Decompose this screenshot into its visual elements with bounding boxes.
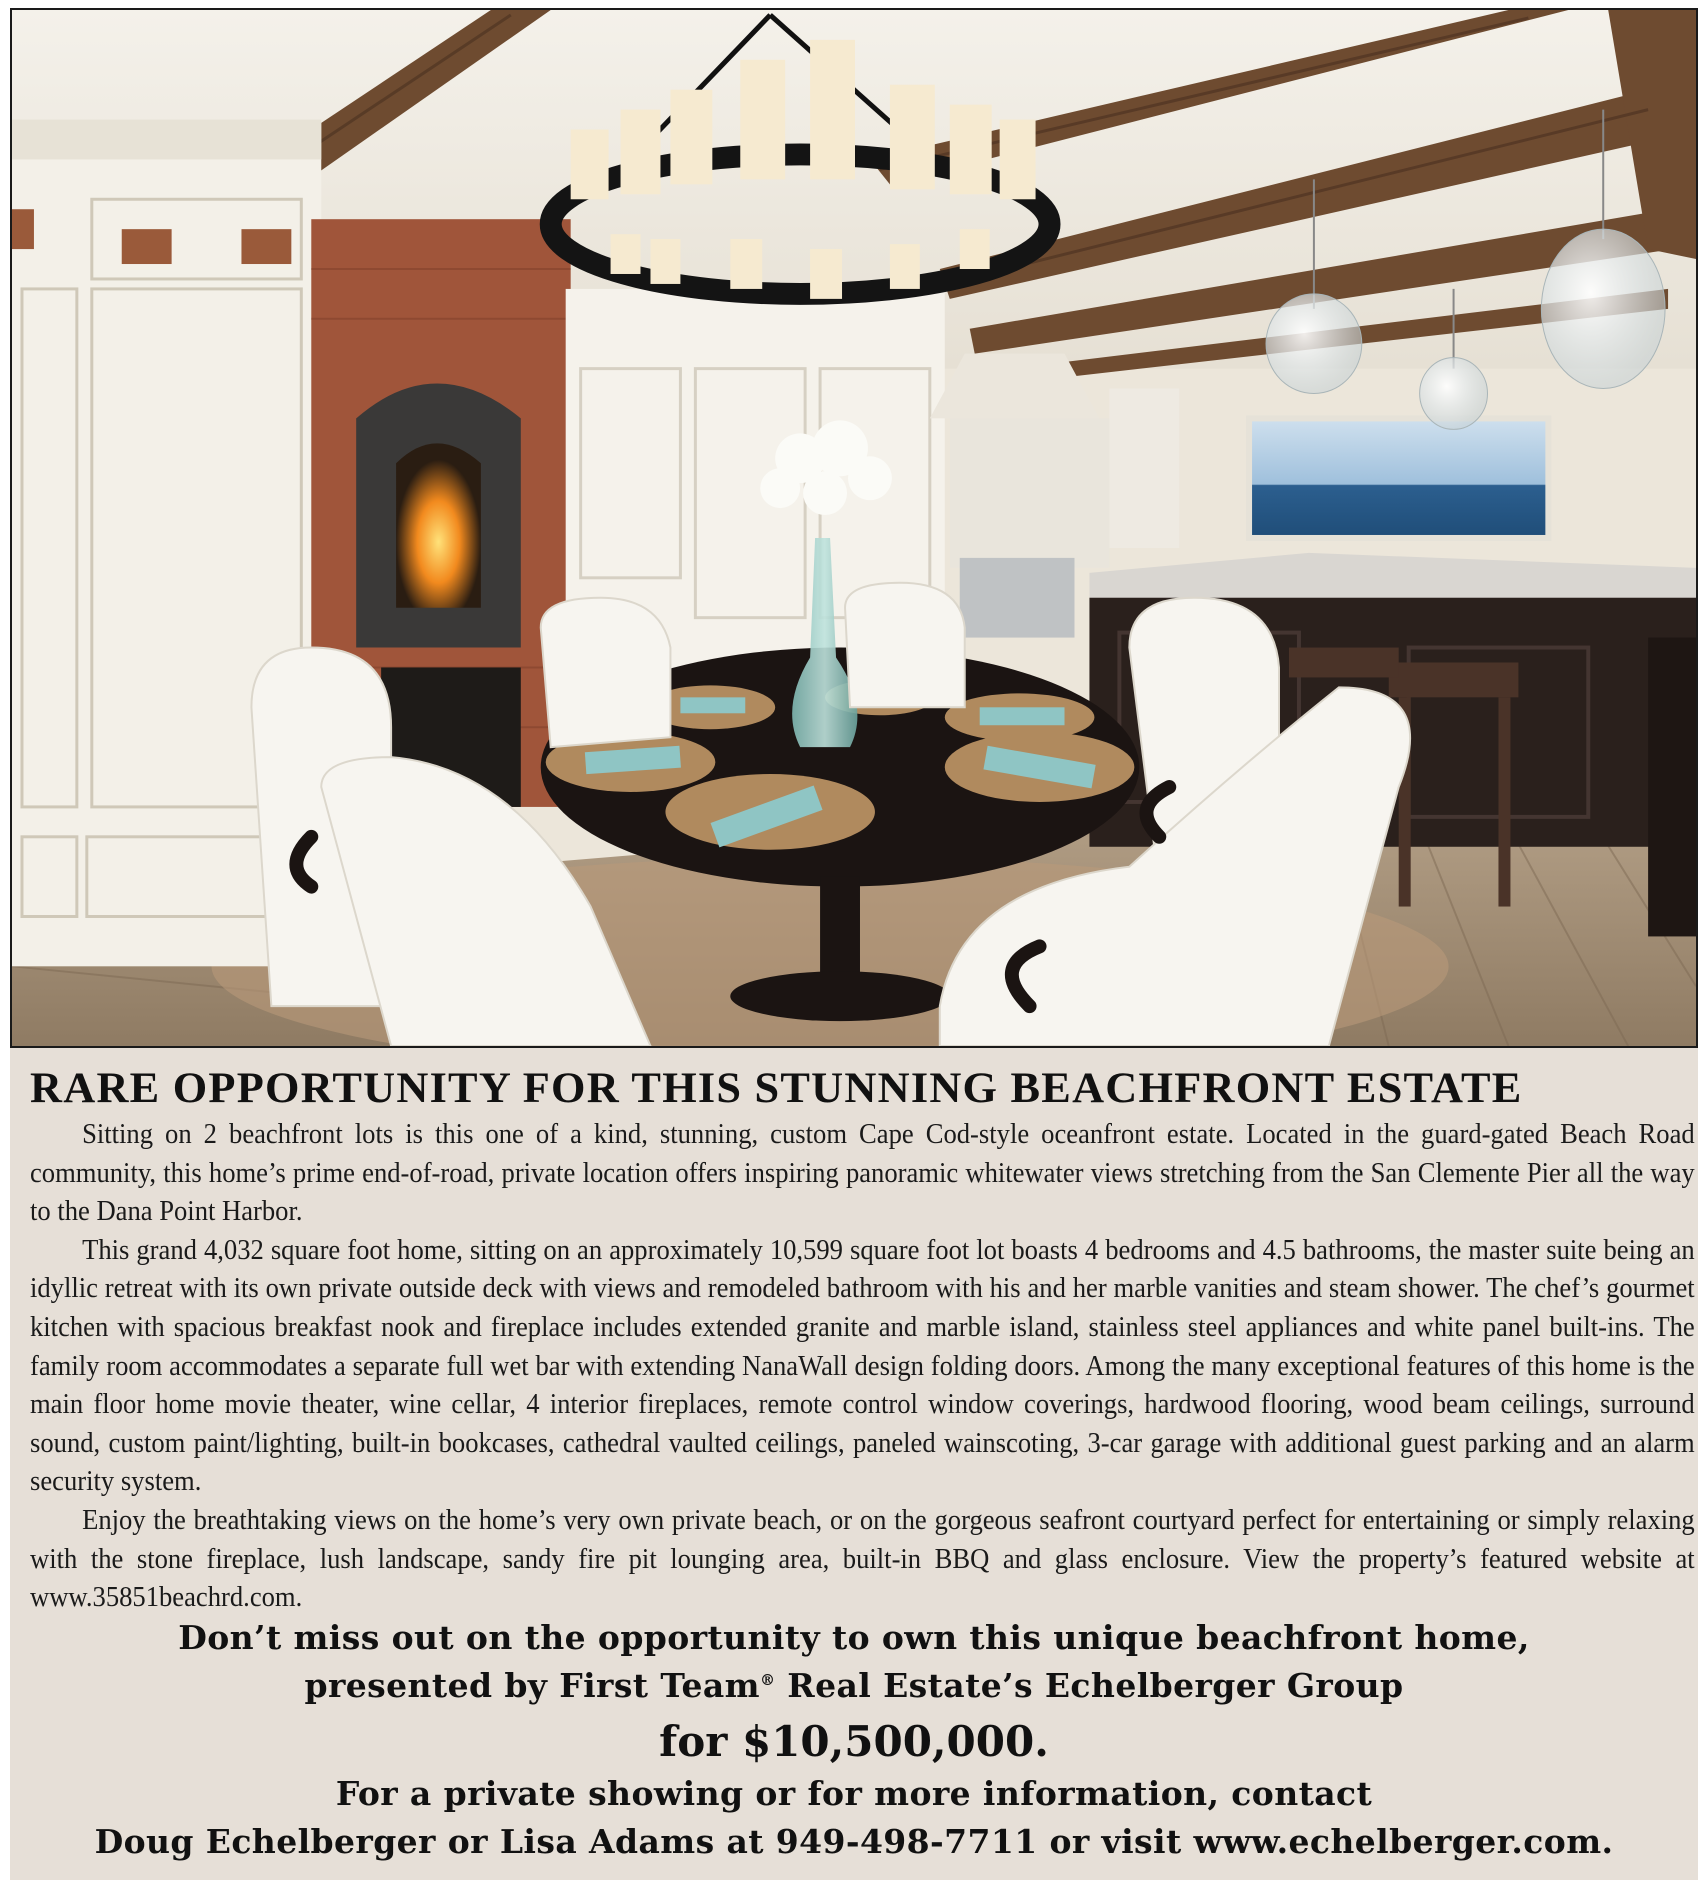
listing-text-panel <box>10 1048 1698 1880</box>
cta-line-opportunity: Don’t miss out on the opportunity to own this unique beachfront home, <box>178 1618 1530 1657</box>
cta-brokerage-text: Real Estate’s Echelberger Group <box>775 1666 1404 1705</box>
cta-presented-by-text: presented by First Team <box>304 1666 760 1705</box>
photo-illustration <box>12 10 1696 1046</box>
call-to-action <box>10 1614 1698 1866</box>
listing-description <box>30 1116 1695 1618</box>
cta-line-presented-by <box>10 1662 1698 1710</box>
listing-price: for $10,500,000. <box>659 1717 1049 1766</box>
description-paragraph-3: Enjoy the breathtaking views on the home’s very own private beach, or on the gorgeous seafront courtyard perfect for entertaining or simply relaxing with the stone fireplace, lush landscape, sandy fire pit lounging area, built-in BBQ and glass enclosure. View the property’s featured website at www.35851beachrd.com. <box>30 1504 1695 1614</box>
cta-line-contact-intro: For a private showing or for more information, contact <box>335 1774 1373 1813</box>
registered-mark: ® <box>760 1671 776 1689</box>
kitchen-dining-room-photo <box>10 8 1698 1048</box>
cta-line-contact-details: Doug Echelberger or Lisa Adams at 949-498-7711 or visit www.echelberger.com. <box>94 1822 1614 1861</box>
listing-headline: RARE OPPORTUNITY FOR THIS STUNNING BEACHFRONT ESTATE <box>30 1065 1523 1112</box>
description-paragraph-1: Sitting on 2 beachfront lots is this one of a kind, stunning, custom Cape Cod-style oceanfront estate. Located in the guard-gated Beach Road community, this home’s prime end-of-road, private location offers inspiring panoramic whitewater views stretching from the San Clemente Pier all the way to the Dana Point Harbor. <box>30 1119 1695 1228</box>
description-paragraph-2: This grand 4,032 square foot home, sitting on an approximately 10,599 square foot lot boasts 4 bedrooms and 4.5 bathrooms, the master suite being an idyllic retreat with its own private outside deck with views and remodeled bathroom with his and her marble vanities and steam shower. The chef’s gourmet kitchen with spacious breakfast nook and fireplace includes extended granite and marble island, stainless steel appliances and white panel built-ins. The family room accommodates a separate full wet bar with extending NanaWall design folding doors. Among the many exceptional features of this home is the main floor home movie theater, wine cellar, 4 interior fireplaces, remote control window coverings, hardwood flooring, wood beam ceilings, surround sound, custom paint/lighting, built-in bookcases, cathedral vaulted ceilings, paneled wainscoting, 3-car garage with additional guest parking and an alarm security system. <box>30 1234 1695 1498</box>
